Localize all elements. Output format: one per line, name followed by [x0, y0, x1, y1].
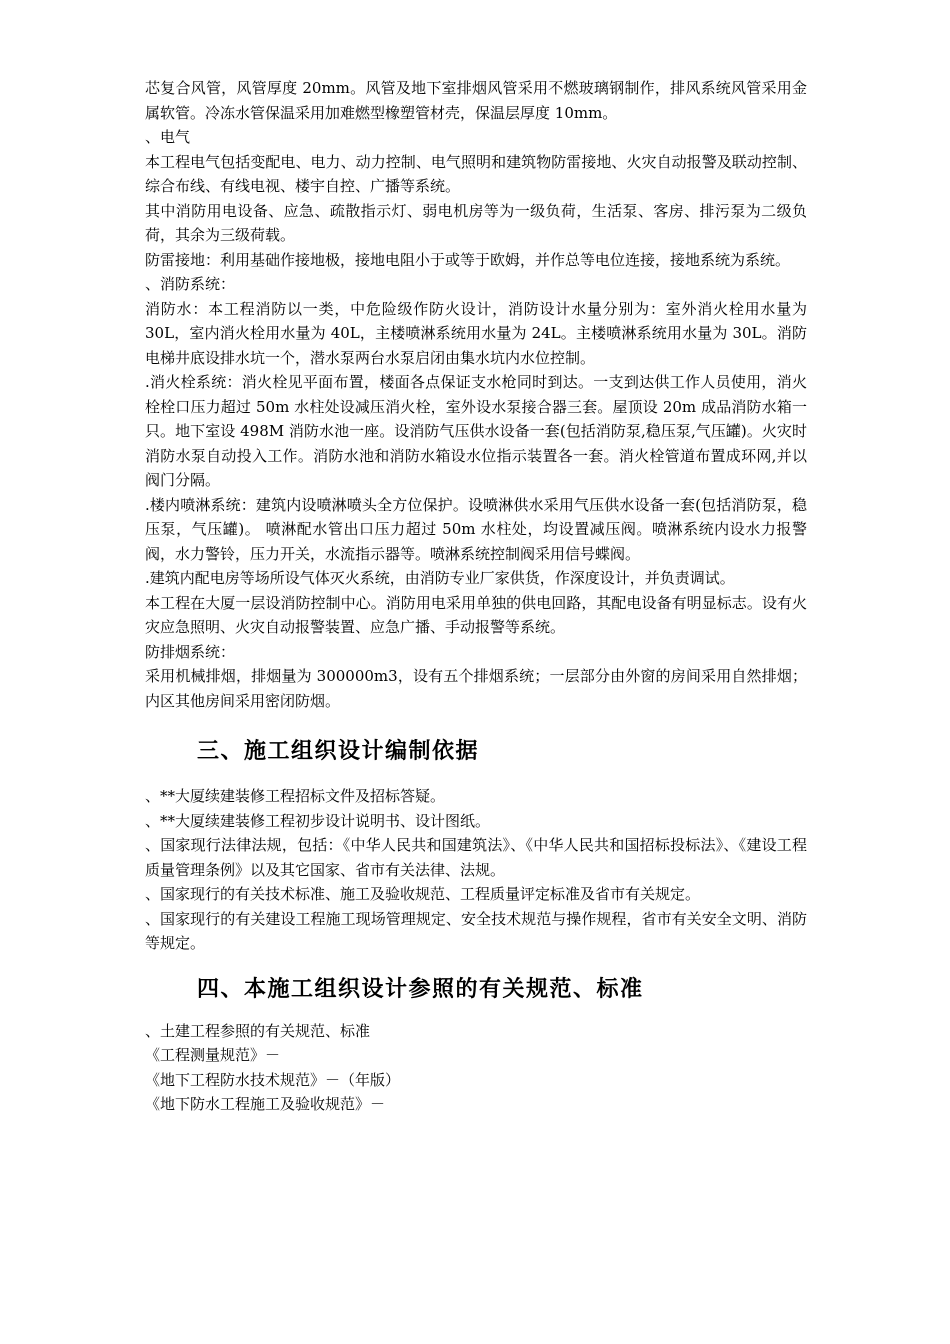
paragraph-load-grades: 其中消防用电设备、应急、疏散指示灯、弱电机房等为一级负荷，生活泵、客房、排污泵为二级负荷，其余为三级荷载。 — [145, 201, 807, 244]
list-item: 《工程测量规范》－ — [145, 1046, 281, 1064]
paragraph-fire-system-heading: 、消防系统： — [145, 275, 236, 293]
paragraph-lightning-grounding: 防雷接地：利用基础作接地极，接地电阻小于或等于欧姆，并作总等电位连接，接地系统为系统。 — [145, 250, 791, 269]
list-item: 《地下防水工程施工及验收规范》－ — [145, 1095, 386, 1113]
paragraph-smoke-control-heading: 防排烟系统： — [145, 642, 236, 661]
paragraph-hydrant-system: .消火栓系统：消火栓见平面布置，楼面各点保证支水枪同时到达。一支到达供工作人员使用，消火栓栓口压力超过 50m 水柱处设减压消火栓，室外设水泵接合器三套。屋顶设 20m 成品消防水箱一只。地下室设 498M 消防水池一座。设消防气压供水设备一套(包括消防泵,稳压泵,气压罐)。火灾时消防水泵自动投入工作。消防水池和消防水箱设水位指示装置各一套。消火栓管道布置成环网,并以阀门分隔。 — [145, 373, 807, 489]
list-item: 、国家现行的有关技术标准、施工及验收规范、工程质量评定标准及省市有关规定。 — [145, 885, 701, 903]
list-item: 、土建工程参照的有关规范、标准 — [145, 1021, 371, 1040]
section-4-list — [145, 1019, 807, 1117]
paragraph-electrical-heading: 、电气 — [145, 128, 191, 146]
section-2-continued — [145, 76, 807, 713]
paragraph-sprinkler-system: .楼内喷淋系统：建筑内设喷淋喷头全方位保护。设喷淋供水采用气压供水设备一套(包括消防泵，稳压泵，气压罐)。 喷淋配水管出口压力超过 50m 水柱处，均设置减压阀。喷淋系统内设水力报警阀，水力警铃，压力开关，水流指示器等。喷淋系统控制阀采用信号蝶阀。 — [145, 495, 807, 563]
section-3-title: 三、施工组织设计编制依据 — [197, 739, 480, 764]
list-item: 《地下工程防水技术规范》－（年版） — [145, 1070, 401, 1089]
paragraph-duct-insulation: 芯复合风管，风管厚度 20mm。风管及地下室排烟风管采用不燃玻璃钢制作，排风系统风管采用金属软管。冷冻水管保温采用加难燃型橡塑管材壳，保温层厚度 10mm。 — [145, 79, 807, 122]
list-item: 、国家现行的有关建设工程施工现场管理规定、安全技术规范与操作规程，省市有关安全文明、消防等规定。 — [145, 909, 807, 952]
list-item: 、国家现行法律法规，包括：《中华人民共和国建筑法》、《中华人民共和国招标投标法》、《建设工程质量管理条例》以及其它国家、省市有关法律、法规。 — [145, 836, 807, 879]
document-page — [145, 76, 807, 1117]
section-3-list — [145, 784, 807, 956]
list-item: 、**大厦续建装修工程招标文件及招标答疑。 — [145, 787, 446, 805]
list-item: 、**大厦续建装修工程初步设计说明书、设计图纸。 — [145, 811, 491, 830]
paragraph-smoke-exhaust: 采用机械排烟，排烟量为 300000m3，设有五个排烟系统；一层部分由外窗的房间采用自然排烟；内区其他房间采用密闭防烟。 — [145, 667, 807, 710]
paragraph-electrical-scope: 本工程电气包括变配电、电力、动力控制、电气照明和建筑物防雷接地、火灾自动报警及联动控制、综合布线、有线电视、楼宇自控、广播等系统。 — [145, 152, 807, 195]
section-4-title: 四、本施工组织设计参照的有关规范、标准 — [197, 976, 644, 1002]
paragraph-gas-extinguishing: .建筑内配电房等场所设气体灭火系统，由消防专业厂家供货，作深度设计，并负责调试。 — [145, 569, 735, 587]
paragraph-fire-control-center: 本工程在大厦一层设消防控制中心。消防用电采用单独的供电回路，其配电设备有明显标志。设有火灾应急照明、火灾自动报警装置、应急广播、手动报警等系统。 — [145, 593, 807, 636]
paragraph-fire-water: 消防水：本工程消防以一类，中危险级作防火设计，消防设计水量分别为：室外消火栓用水量为 30L，室内消火栓用水量为 40L，主楼喷淋系统用水量为 24L。主楼喷淋系统用水量为 30L。消防电梯井底设排水坑一个，潜水泵两台水泵启闭由集水坑内水位控制。 — [145, 299, 807, 367]
